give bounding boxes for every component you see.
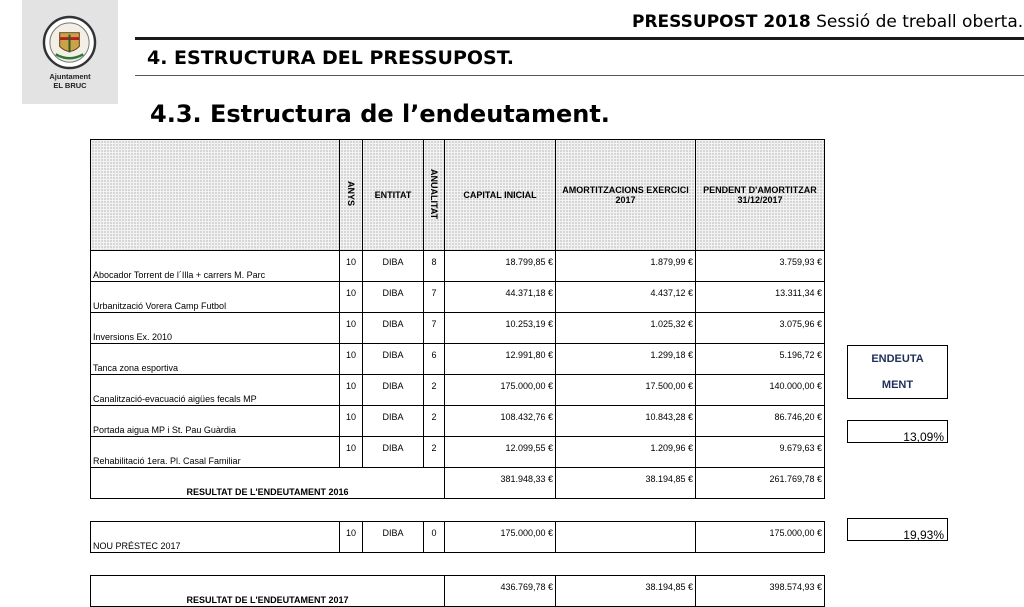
row-pendent: 9.679,63 € (696, 437, 825, 468)
row-pendent: 13.311,34 € (696, 282, 825, 313)
logo-caption-line2: EL BRUC (53, 81, 87, 90)
table-row (91, 313, 825, 344)
header-title-bold: PRESSUPOST 2018 (632, 12, 811, 32)
row-anualitat: 2 (424, 406, 445, 437)
new-loan-name: NOU PRÉSTEC 2017 (91, 522, 340, 553)
debt-structure-table (90, 139, 825, 607)
total-row-2016 (91, 468, 825, 499)
document-header (632, 12, 1023, 32)
debt-ratio-2017: 19,93% (847, 518, 948, 541)
row-entitat: DIBA (363, 437, 424, 468)
logo-caption (22, 72, 118, 90)
row-pendent: 3.759,93 € (696, 251, 825, 282)
header-amortitzacions: AMORTITZACIONS EXERCICI 2017 (556, 140, 696, 251)
row-pendent: 5.196,72 € (696, 344, 825, 375)
row-amort: 1.299,18 € (556, 344, 696, 375)
row-amort: 1.879,99 € (556, 251, 696, 282)
header-entitat: ENTITAT (363, 140, 424, 251)
header-anualitat: ANUALITAT (424, 140, 445, 251)
debt-ratio-2016: 13,09% (847, 420, 948, 443)
total-2017-amort: 38.194,85 € (556, 576, 696, 607)
row-anualitat: 2 (424, 437, 445, 468)
row-pendent: 3.075,96 € (696, 313, 825, 344)
row-capital: 44.371,18 € (445, 282, 556, 313)
row-anys: 10 (340, 375, 363, 406)
row-pendent: 140.000,00 € (696, 375, 825, 406)
header-pendent: PENDENT D'AMORTITZAR 31/12/2017 (696, 140, 825, 251)
row-entitat: DIBA (363, 375, 424, 406)
header-capital: CAPITAL INICIAL (445, 140, 556, 251)
table-row (91, 375, 825, 406)
row-anualitat: 6 (424, 344, 445, 375)
row-name: Abocador Torrent de l´Illa + carrers M. Parc (91, 251, 340, 282)
coat-of-arms-icon (42, 15, 97, 70)
total-2016-pendent: 261.769,78 € (696, 468, 825, 499)
row-capital: 108.432,76 € (445, 406, 556, 437)
table-row (91, 437, 825, 468)
table-row (91, 344, 825, 375)
row-entitat: DIBA (363, 344, 424, 375)
total-2017-capital: 436.769,78 € (445, 576, 556, 607)
new-loan-capital: 175.000,00 € (445, 522, 556, 553)
debt-ratio-label-line1: ENDEUTA (871, 353, 924, 365)
row-anys: 10 (340, 313, 363, 344)
table-row (91, 282, 825, 313)
total-2017-pendent: 398.574,93 € (696, 576, 825, 607)
row-anys: 10 (340, 251, 363, 282)
debt-ratio-label-line2: MENT (881, 379, 914, 391)
header-rule-bottom (135, 75, 1024, 76)
row-amort: 1.025,32 € (556, 313, 696, 344)
row-name: Tanca zona esportiva (91, 344, 340, 375)
row-anys: 10 (340, 437, 363, 468)
header-anys: ANYS (340, 140, 363, 251)
row-name: Rehabilitació 1era. Pl. Casal Familiar (91, 437, 340, 468)
row-pendent: 86.746,20 € (696, 406, 825, 437)
total-2016-capital: 381.948,33 € (445, 468, 556, 499)
row-name: Canalització-evacuació aigües fecals MP (91, 375, 340, 406)
row-anualitat: 7 (424, 282, 445, 313)
row-anys: 10 (340, 344, 363, 375)
table-header-row (91, 140, 825, 251)
header-name-cell (91, 140, 340, 251)
row-name: Inversions Ex. 2010 (91, 313, 340, 344)
new-loan-amort (556, 522, 696, 553)
row-entitat: DIBA (363, 251, 424, 282)
page-title: 4.3. Estructura de l’endeutament. (150, 100, 610, 128)
header-rule-top (135, 37, 1024, 40)
municipal-logo (22, 0, 118, 104)
row-capital: 12.099,55 € (445, 437, 556, 468)
row-anys: 10 (340, 406, 363, 437)
row-anualitat: 7 (424, 313, 445, 344)
row-capital: 18.799,85 € (445, 251, 556, 282)
table-row (91, 251, 825, 282)
table-spacer (91, 553, 825, 576)
new-loan-row (91, 522, 825, 553)
row-name: Portada aigua MP i St. Pau Guàrdia (91, 406, 340, 437)
row-anualitat: 2 (424, 375, 445, 406)
row-entitat: DIBA (363, 313, 424, 344)
new-loan-entitat: DIBA (363, 522, 424, 553)
logo-caption-line1: Ajuntament (49, 72, 91, 81)
row-amort: 1.209,96 € (556, 437, 696, 468)
debt-ratio-label (847, 345, 948, 399)
row-entitat: DIBA (363, 282, 424, 313)
row-capital: 175.000,00 € (445, 375, 556, 406)
row-anualitat: 8 (424, 251, 445, 282)
row-name: Urbanització Vorera Camp Futbol (91, 282, 340, 313)
section-title: 4. ESTRUCTURA DEL PRESSUPOST. (147, 47, 515, 69)
row-anys: 10 (340, 282, 363, 313)
row-capital: 12.991,80 € (445, 344, 556, 375)
row-capital: 10.253,19 € (445, 313, 556, 344)
new-loan-anualitat: 0 (424, 522, 445, 553)
total-row-2017 (91, 576, 825, 607)
row-amort: 10.843,28 € (556, 406, 696, 437)
row-amort: 4.437,12 € (556, 282, 696, 313)
header-title-rest: Sessió de treball oberta. (816, 12, 1024, 32)
table-row (91, 406, 825, 437)
total-2016-label: RESULTAT DE L'ENDEUTAMENT 2016 (91, 468, 445, 499)
table-spacer (91, 499, 825, 522)
new-loan-pendent: 175.000,00 € (696, 522, 825, 553)
row-entitat: DIBA (363, 406, 424, 437)
row-amort: 17.500,00 € (556, 375, 696, 406)
new-loan-anys: 10 (340, 522, 363, 553)
total-2016-amort: 38.194,85 € (556, 468, 696, 499)
total-2017-label: RESULTAT DE L'ENDEUTAMENT 2017 (91, 576, 445, 607)
